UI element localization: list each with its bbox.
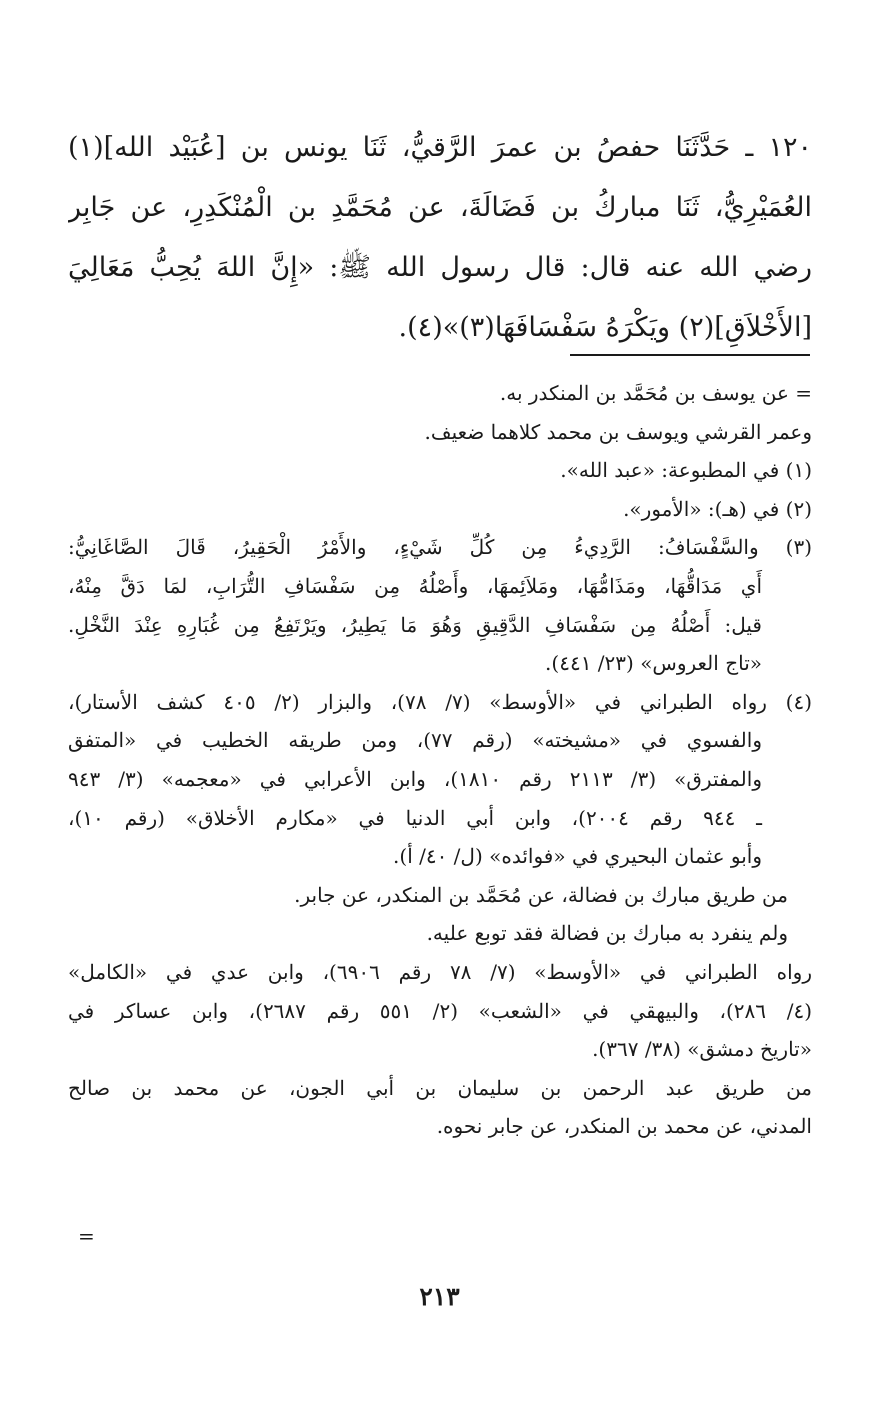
- footnote-line: (٣) والسَّفْسَافُ: الرَّدِيءُ مِن كُلِّ شَيْءٍ، والأَمْرُ الْحَقِيرُ، قَالَ الصَّاغَانِيُّ:: [68, 535, 812, 560]
- footnote-line: المدني، عن محمد بن المنكدر، عن جابر نحوه.: [436, 1114, 812, 1139]
- footnote-line: والمفترق» (٣/ ٢١١٣ رقم ١٨١٠)، وابن الأعرابي في «معجمه» (٣/ ٩٤٣: [68, 766, 762, 791]
- footnote-line: (١) في المطبوعة: «عبد الله».: [560, 458, 812, 483]
- hadith-line-2: العُمَيْرِيُّ، ثَنَا مباركُ بن فَضَالَةَ، عن مُحَمَّدِ بن الْمُنْكَدِرِ، عن جَابِر: [68, 192, 812, 223]
- footnote-line: «تاج العروس» (٢٣/ ٤٤١).: [545, 651, 762, 676]
- footnote-line: (٤/ ٢٨٦)، والبيهقي في «الشعب» (٢/ ٥٥١ رقم ٢٦٨٧)، وابن عساكر في: [68, 998, 812, 1023]
- footnote-line: والفسوي في «مشيخته» (رقم ٧٧)، ومن طريقه الخطيب في «المتفق: [68, 728, 762, 753]
- footnote-line: وعمر القرشي ويوسف بن محمد كلاهما ضعيف.: [424, 419, 812, 444]
- footnote-line: (٤) رواه الطبراني في «الأوسط» (٧/ ٧٨)، والبزار (٢/ ٤٠٥ كشف الأستار)،: [68, 689, 812, 714]
- footnote-line: قيل: أَصْلُهُ مِن سَفْسَافِ الدَّقِيقِ وَهُوَ مَا يَطِيرُ، ويَرْتَفِعُ مِن غُبَارِهِ عِنْدَ النَّخْلِ.: [68, 612, 762, 637]
- page-number: ٢١٣: [419, 1282, 460, 1311]
- hadith-line-1: ١٢٠ ـ حَدَّثَنَا حفصُ بن عمرَ الرَّقيُّ، ثَنَا يونس بن [عُبَيْد الله](١): [68, 132, 812, 163]
- footnote-line: من طريق مبارك بن فضالة، عن مُحَمَّد بن المنكدر، عن جابر.: [294, 882, 788, 907]
- continuation-mark: =: [78, 1224, 95, 1248]
- footnote-line: = عن يوسف بن مُحَمَّد بن المنكدر به.: [499, 381, 812, 405]
- footnote-line: «تاريخ دمشق» (٣٨/ ٣٦٧).: [592, 1037, 812, 1062]
- footnote-line: وأبو عثمان البحيري في «فوائده» (ل/ ٤٠/ أ).: [393, 844, 762, 869]
- hadith-line-3: رضي الله عنه قال: قال رسول الله ﷺ: «إِنَّ اللهَ يُحِبُّ مَعَالِيَ: [68, 252, 812, 283]
- footnotes: [68, 374, 812, 1146]
- footnote-line: أَي مَدَاقُّهَا، ومَذَامُّهَا، ومَلاَئِمهَا، وأَصْلُهُ مِن سَفْسَافِ التُّرَابِ، لمَا دَقَّ مِنْهُ،: [68, 573, 762, 598]
- hadith-text: [68, 118, 812, 358]
- footnote-line: ولم ينفرد به مبارك بن فضالة فقد توبع عليه.: [426, 921, 788, 946]
- footnote-separator: [570, 354, 810, 356]
- footnote-line: (٢) في (هـ): «الأمور».: [623, 496, 812, 521]
- hadith-line-4: [الأَخْلاَقِ](٢) ويَكْرَهُ سَفْسَافَهَا(٣)»(٤).: [398, 312, 812, 343]
- footnote-line: رواه الطبراني في «الأوسط» (٧/ ٧٨ رقم ٦٩٠٦)، وابن عدي في «الكامل»: [68, 959, 812, 984]
- footnote-line: ـ ٩٤٤ رقم ٢٠٠٤)، وابن أبي الدنيا في «مكارم الأخلاق» (رقم ١٠)،: [68, 805, 763, 830]
- footnote-line: من طريق عبد الرحمن بن سليمان بن أبي الجون، عن محمد بن صالح: [68, 1075, 812, 1100]
